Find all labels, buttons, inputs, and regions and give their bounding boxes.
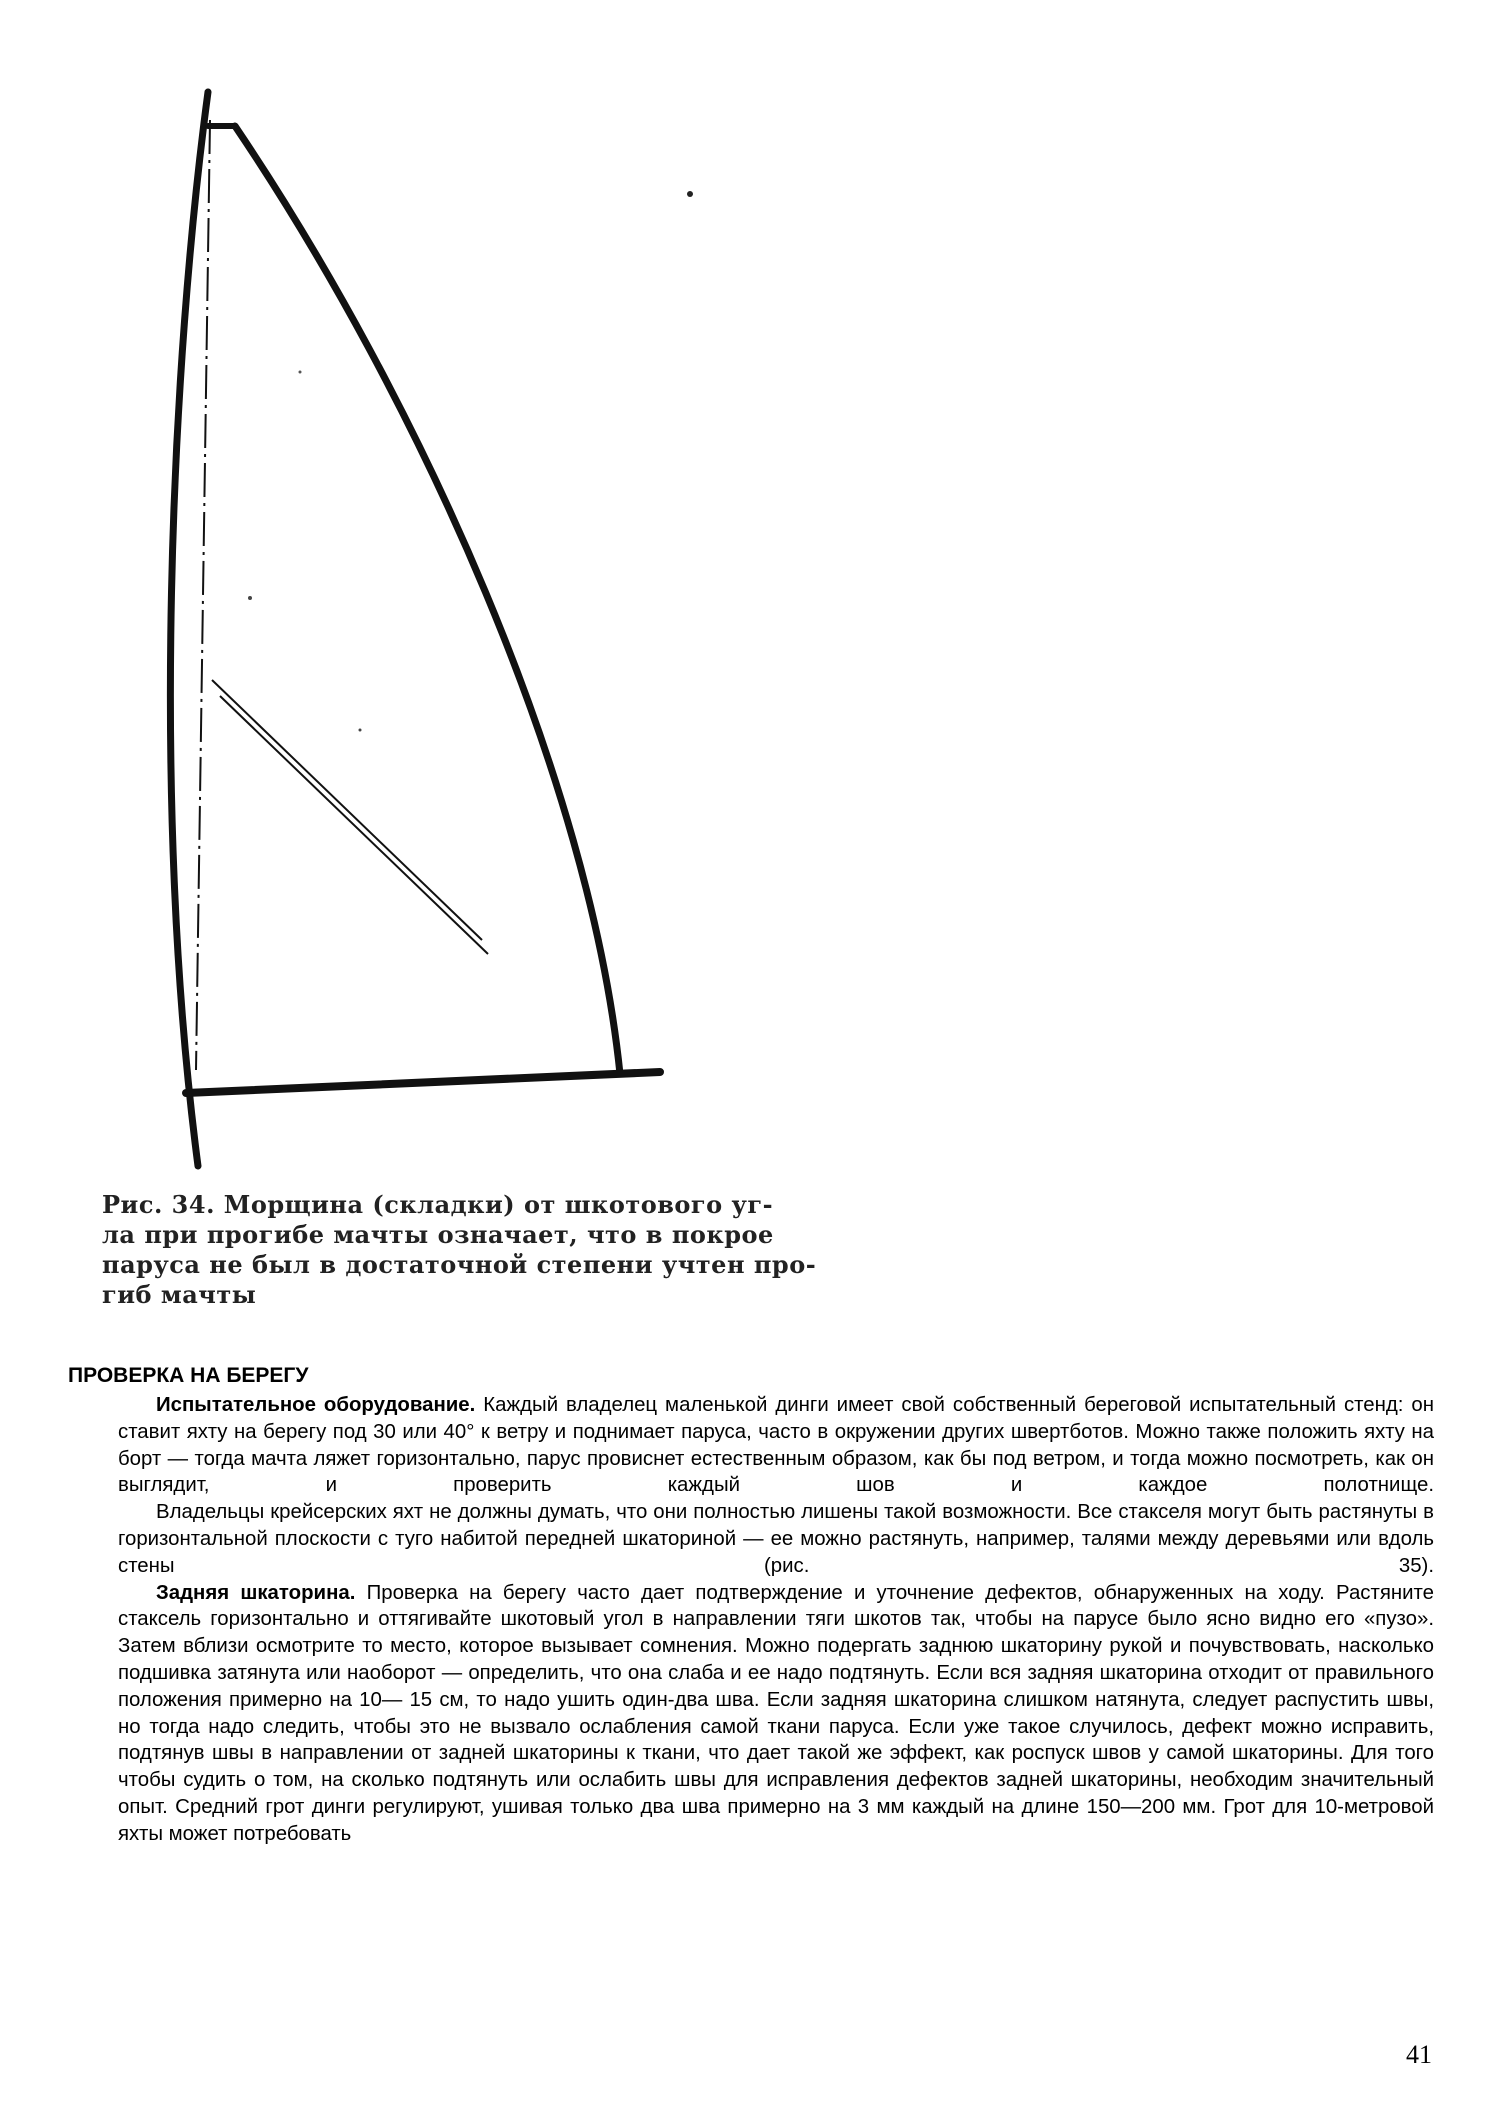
paragraph-text: Каждый владелец маленькой динги имеет свой собственный береговой испытательный стенд: он ставит яхту на берегу под 30 или 40° к ветру и поднимает паруса, часто в окружении других швертботов. Можно также положить яхту на борт — тогда мачта ляжет горизонтально, парус провиснет естественным образом, как бы под ветром, и тогда можно посмотреть, как он выглядит, и проверить каждый шов и каждое полотнище. (118, 1394, 1435, 1497)
figure-caption (102, 1190, 817, 1310)
paragraph-text: Проверка на берегу часто дает подтверждение и уточнение дефектов, обнаруженных на ходу. Растяните стаксель горизонтально и оттягивайте шкотовый угол в направлении тяги шкотов так, чтобы на парусе было ясно видно его «пузо». Затем вблизи осмотрите то место, которое вызывает сомнения. Можно подергать заднюю шкаторину рукой и почувствовать, насколько подшивка затянута или наоборот — определить, что она слаба и ее надо подтянуть. Если вся задняя шкаторина отходит от правильного положения примерно на 10— 15 см, то надо ушить один-два шва. Если задняя шкаторина слишком натянута, следует распустить швы, но тогда надо следить, чтобы это не вызвало ослабления самой ткани паруса. Если уже такое случилось, дефект можно исправить, подтянув швы в направлении от задней шкаторины к ткани, что дает такой же эффект, как роспуск швов у самой шкаторины. Для того чтобы судить о том, на сколько подтянуть или ослабить швы для исправления дефектов задней шкаторины, необходим значительный опыт. Средний грот динги регулируют, ушивая только два шва примерно на 3 мм каждый на длине 150—200 мм. Грот для 10-метровой яхты может потребовать (118, 1581, 1434, 1845)
paragraph-lead: Испытательное оборудование. (156, 1394, 476, 1416)
caption-line: гиб мачты (102, 1280, 257, 1309)
paragraph-text: Владельцы крейсерских яхт не должны думать, что они полностью лишены такой возможности. Все стакселя могут быть растянуты в горизонтальной плоскости с туго набитой передней шкаториной — ее можно растянуть, например, талями между деревьями или вдоль стены (рис. 35). (118, 1501, 1434, 1577)
reference-line (196, 120, 210, 1070)
boom-line (186, 1072, 660, 1093)
page-number: 41 (1406, 2040, 1432, 2069)
body-text (118, 1392, 1434, 1848)
caption-line: ла при прогибе мачты означает, что в покрое (102, 1220, 774, 1249)
paragraph-cruisers (118, 1499, 1434, 1579)
paragraph-lead: Задняя шкаторина. (156, 1581, 356, 1604)
sail-leech (235, 126, 620, 1074)
caption-line: Рис. 34. Морщина (складки) от шкотового уг- (102, 1190, 774, 1219)
caption-line: паруса не был в достаточной степени учтен про- (102, 1250, 817, 1279)
wrinkle-line (212, 680, 482, 940)
wrinkle-line-2 (220, 696, 488, 954)
paragraph-test-equipment (118, 1392, 1434, 1499)
section-heading: ПРОВЕРКА НА БЕРЕГУ (68, 1364, 309, 1387)
paragraph-leech (118, 1580, 1434, 1848)
